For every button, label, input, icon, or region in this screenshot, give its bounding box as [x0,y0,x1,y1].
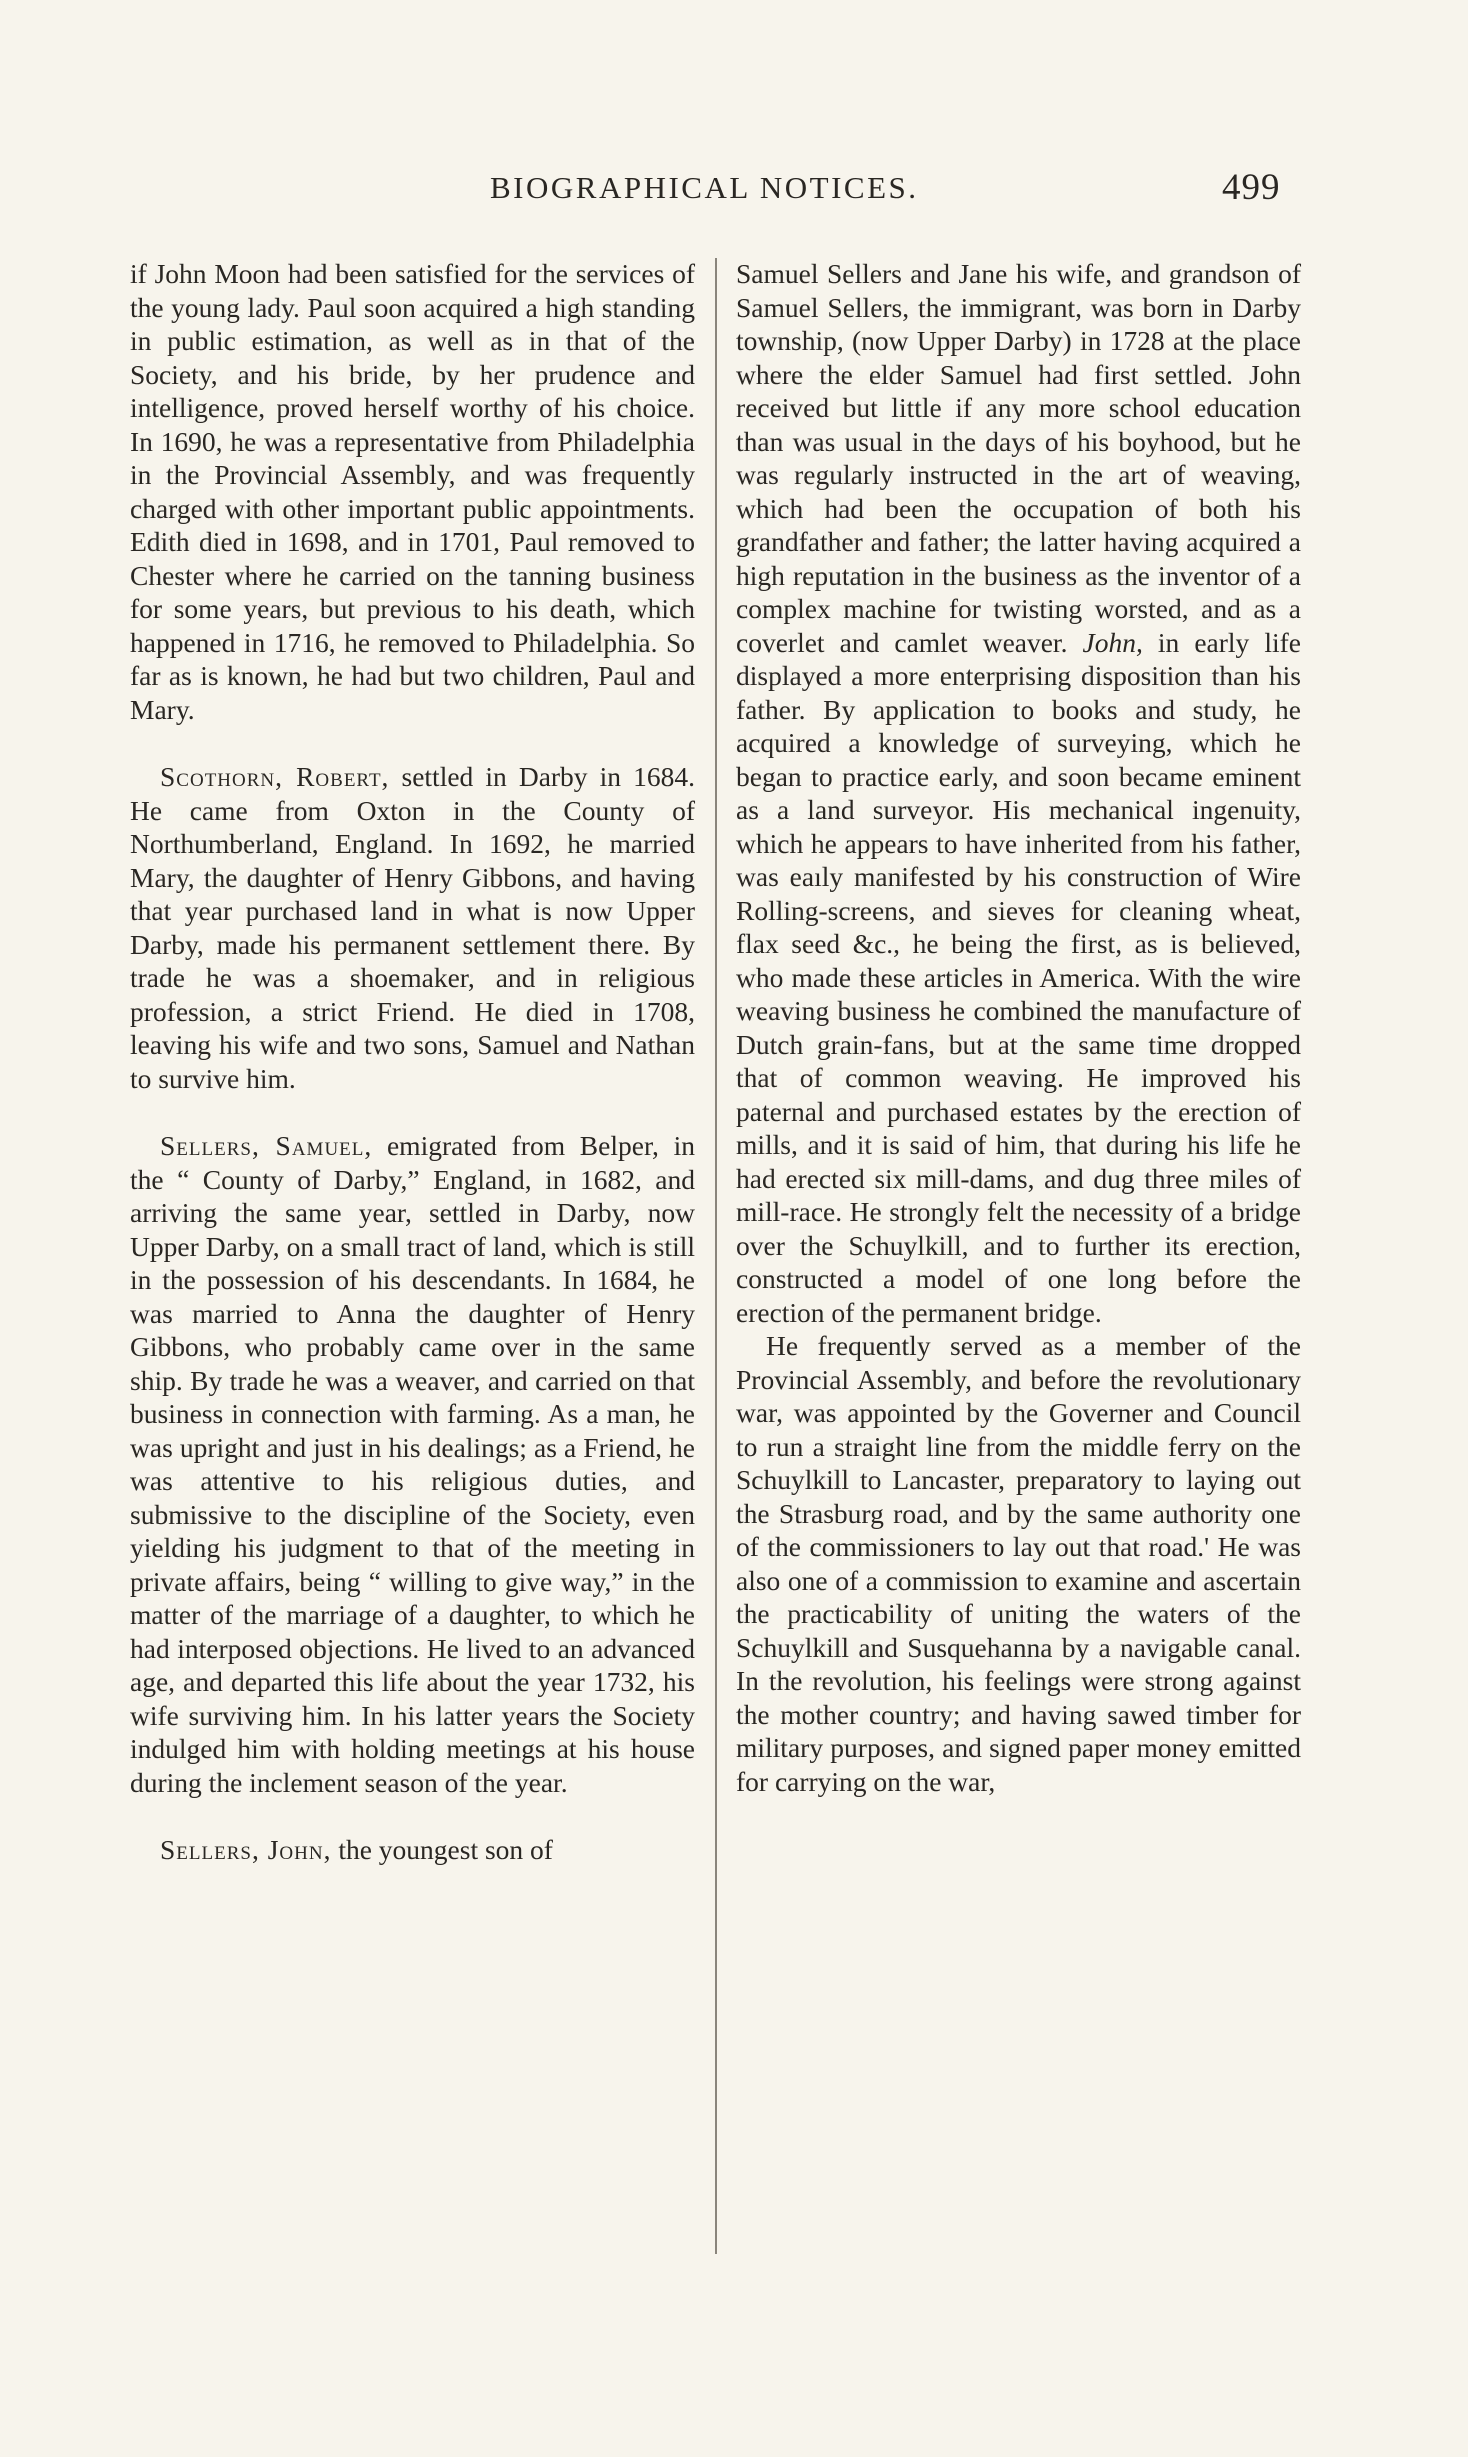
left-column [130,257,695,1867]
entry-heading-scothorn: Scothorn, Robert, [160,761,390,792]
page-number: 499 [1222,167,1281,208]
entry-sellers-samuel [130,1129,695,1799]
entry-heading-sellers-john: Sellers, John, [160,1834,332,1865]
entry-sellers-john [130,1833,695,1867]
right-column [736,257,1301,1798]
paragraph-text-part-2: in early life displayed a more enterprising disposition than his father. By application to books and study, he acquired a knowledge of surveying, which he began to practice early, and soon became eminent as a land surveyor. His mechanical ingenuity, which he appears to have inherited from his father, was eaıly manifested by his construction of Wire Rolling-screens, and sieves for cleaning wheat, flax seed &c., he being the first, as is believed, who made these articles in America. With the wire weaving business he combined the manufacture of Dutch grain-fans, but at the same time dropped that of common weaving. He improved his paternal and purchased estates by the erection of mills, and it is said of him, that during his life he had erected six mill-dams, and dug three miles of mill-race. He strongly felt the necessity of a bridge over the Schuylkill, and to further its erection, constructed a model of one long before the erection of the permanent bridge. [736,626,1301,1328]
paragraph-paul-saunders-continued: if John Moon had been satisfied for the services of the young lady. Paul soon acquired a high standing in public estimation, as well as in that of the Society, and his bride, by her prudence and intelligence, proved herself worthy of his choice. In 1690, he was a representative from Philadelphia in the Provincial Assembly, and was frequently charged with other important public appointments. Edith died in 1698, and in 1701, Paul removed to Chester where he carried on the tanning business for some years, but previous to his death, which happened in 1716, he removed to Philadelphia. So far as is known, he had but two children, Paul and Mary. [130,258,695,725]
entry-body-sellers-samuel: emigrated from Belper, in the “ County of Darby,” England, in 1682, and arriving the same year, settled in Darby, now Upper Darby, on a small tract of land, which is still in the possession of his descendants. In 1684, he was married to Anna the daughter of Henry Gibbons, who probably came over in the same ship. By trade he was a weaver, and carried on that business in connection with farming. As a man, he was upright and just in his dealings; as a Friend, he was attentive to his religious duties, and submissive to the discipline of the Society, even yielding his judgment to that of the meeting in private affairs, being “ willing to give way,” in the matter of the marriage of a daughter, to which he had interposed objections. He lived to an advanced age, and departed this life about the year 1732, his wife surviving him. In his latter years the Society indulged him with holding meetings at his house during the inclement season of the year. [130,1130,695,1798]
paragraph-text-part-1: Samuel Sellers and Jane his wife, and grandson of Samuel Sellers, the immigrant, was born in Darby township, (now Upper Darby) in 1728 at the place where the elder Samuel had first settled. John received but little if any more school education than was usual in the days of his boyhood, but he was regularly instructed in the art of weaving, which had been the occupation of both his grandfather and father; the latter having acquired a high reputation in the business as the inventor of a complex machine for twisting worsted, and as a coverlet and camlet weaver. [736,258,1301,658]
entry-body-sellers-john-start: the youngest son of [331,1834,553,1865]
entry-body-scothorn: settled in Darby in 1684. He came from Oxton in the County of Northumberland, England. In 1692, he married Mary, the daughter of Henry Gibbons, and having that year purchased land in what is now Upper Darby, made his permanent settlement there. By trade he was a shoemaker, and in religious profession, a strict Friend. He died in 1708, leaving his wife and two sons, Samuel and Nathan to survive him. [130,761,695,1094]
italic-name-john: John, [1082,626,1143,658]
page-header [0,167,1468,218]
paragraph-john-sellers-continued [736,257,1301,1329]
column-divider [715,258,717,2254]
paragraph-john-sellers-public-service: He frequently served as a member of the Provincial Assembly, and before the revolutionary war, was appointed by the Governer and Council to run a straight line from the middle ferry on the Schuylkill to Lancaster, preparatory to laying out the Strasburg road, and by the same authority one of the commissioners to lay out that road.' He was also one of a commission to examine and ascertain the practicability of uniting the waters of the Schuylkill and Susquehanna by a navigable canal. In the revolution, his feelings were strong against the mother country; and having sawed timber for military purposes, and signed paper money emitted for carrying on the war, [736,1330,1301,1797]
entry-scothorn-robert [130,760,695,1095]
running-head: BIOGRAPHICAL NOTICES. [490,170,919,205]
entry-heading-sellers-samuel: Sellers, Samuel, [160,1130,373,1161]
